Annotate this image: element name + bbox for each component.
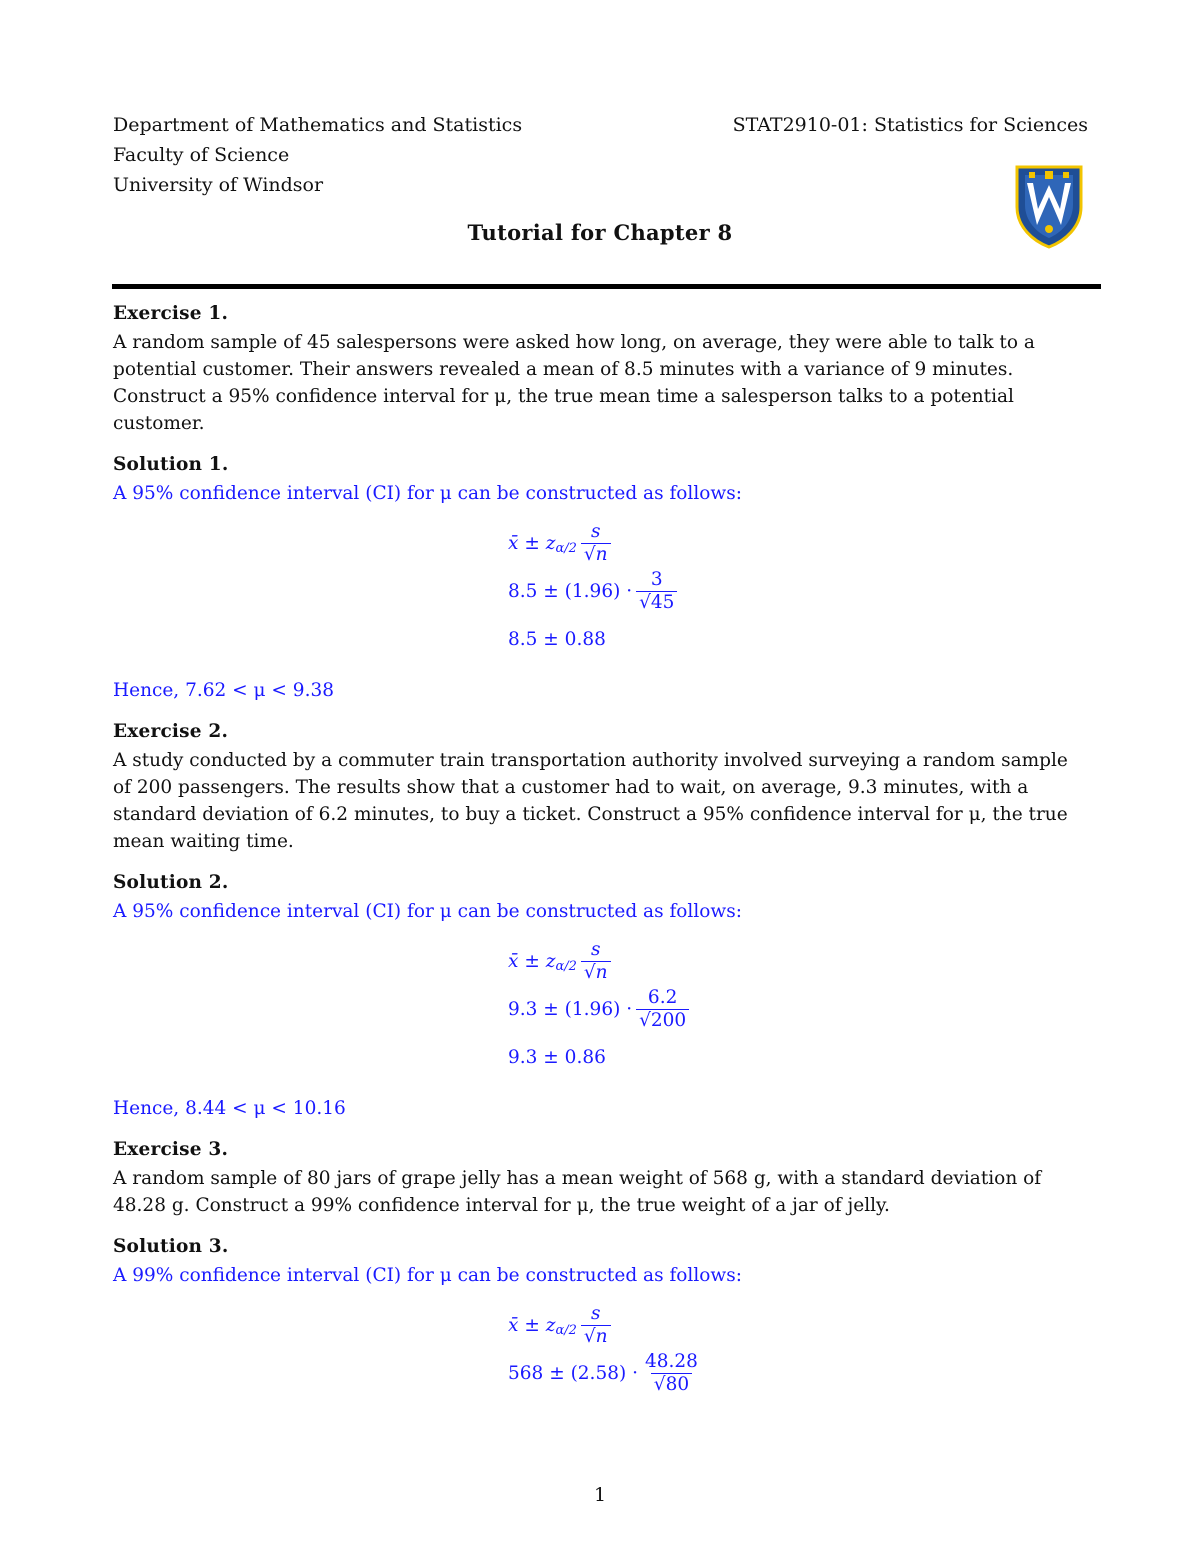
solution-heading: Solution 1.: [113, 454, 229, 475]
step-fraction: [636, 987, 689, 1032]
step-fraction: [642, 1351, 701, 1396]
result-row: [508, 615, 1091, 663]
formula-subscript: α/2: [555, 1322, 577, 1338]
solution-heading: Solution 3.: [113, 1236, 229, 1257]
formula-lead: x̄ ± z: [508, 950, 556, 972]
equation-block: [508, 519, 1091, 663]
solution-heading: Solution 2.: [113, 872, 229, 893]
exercise-text: A random sample of 80 jars of grape jelly has a mean weight of 568 g, with a standard deviation of 48.28 g. Construct a 99% confidence interval for μ, the true weight of a jar of jelly.: [113, 1168, 1042, 1216]
step-lead: 568 ± (2.58) ·: [508, 1362, 638, 1384]
formula-fraction: [581, 939, 611, 984]
formula-row: [508, 937, 1091, 985]
equation-block: [508, 937, 1091, 1081]
conclusion: Hence, 7.62 < μ < 9.38: [113, 680, 334, 701]
formula-fraction: [581, 521, 611, 566]
page-number: 1: [593, 1484, 607, 1506]
fraction-denominator: √n: [581, 543, 611, 566]
solution-intro: A 95% confidence interval (CI) for μ can be constructed as follows:: [113, 901, 742, 922]
exercise-heading: Exercise 2.: [113, 721, 229, 742]
result-value: 8.5 ± 0.88: [508, 628, 606, 650]
fraction-numerator: 3: [650, 568, 663, 590]
fraction-denominator: √n: [581, 1325, 611, 1348]
step-fraction: [636, 569, 677, 614]
result-value: 9.3 ± 0.86: [508, 1046, 606, 1068]
department-name: Department of Mathematics and Statistics: [113, 114, 523, 136]
header-left: [113, 113, 522, 203]
document-content: [113, 300, 1091, 1411]
fraction-numerator: s: [590, 1302, 601, 1324]
document-title: Tutorial for Chapter 8: [467, 220, 733, 245]
step-row: [508, 1349, 1091, 1397]
formula-row: [508, 1301, 1091, 1349]
step-row: [508, 985, 1091, 1033]
solution-intro: A 99% confidence interval (CI) for μ can be constructed as follows:: [113, 1265, 742, 1286]
exercise-text: A random sample of 45 salespersons were asked how long, on average, they were able to talk to a potential customer. Their answers revealed a mean of 8.5 minutes with a variance of 9 minutes. Construct a 95% confidence interval for μ, the true mean time a salesperson talks to a potential customer.: [113, 332, 1035, 434]
step-lead: 9.3 ± (1.96) ·: [508, 998, 633, 1020]
formula-lead: x̄ ± z: [508, 532, 556, 554]
fraction-numerator: s: [590, 520, 601, 542]
fraction-numerator: s: [590, 938, 601, 960]
fraction-denominator: √200: [636, 1009, 689, 1032]
step-lead: 8.5 ± (1.96) ·: [508, 580, 633, 602]
university-name: University of Windsor: [113, 174, 324, 196]
step-row: [508, 567, 1091, 615]
fraction-denominator: √80: [651, 1373, 692, 1396]
formula-lead: x̄ ± z: [508, 1314, 556, 1336]
fraction-numerator: 6.2: [647, 986, 678, 1008]
fraction-denominator: √n: [581, 961, 611, 984]
exercise-heading: Exercise 1.: [113, 303, 229, 324]
fraction-denominator: √45: [636, 591, 677, 614]
formula-subscript: α/2: [555, 958, 577, 974]
exercise-text: A study conducted by a commuter train transportation authority involved surveying a random sample of 200 passengers. The results show that a customer had to wait, on average, 9.3 minutes, with a standard deviation of 6.2 minutes, to buy a ticket. Construct a 95% confidence interval for μ, the true mean waiting time.: [113, 750, 1068, 852]
title-divider: [112, 284, 1101, 289]
equation-block: [508, 1301, 1091, 1397]
result-row: [508, 1033, 1091, 1081]
formula-row: [508, 519, 1091, 567]
course-title: STAT2910-01: Statistics for Sciences: [732, 114, 1088, 136]
solution-intro: A 95% confidence interval (CI) for μ can be constructed as follows:: [113, 483, 742, 504]
exercise-heading: Exercise 3.: [113, 1139, 229, 1160]
conclusion: Hence, 8.44 < μ < 10.16: [113, 1098, 346, 1119]
formula-subscript: α/2: [555, 540, 577, 556]
faculty-name: Faculty of Science: [113, 144, 290, 166]
fraction-numerator: 48.28: [644, 1350, 698, 1372]
formula-fraction: [581, 1303, 611, 1348]
